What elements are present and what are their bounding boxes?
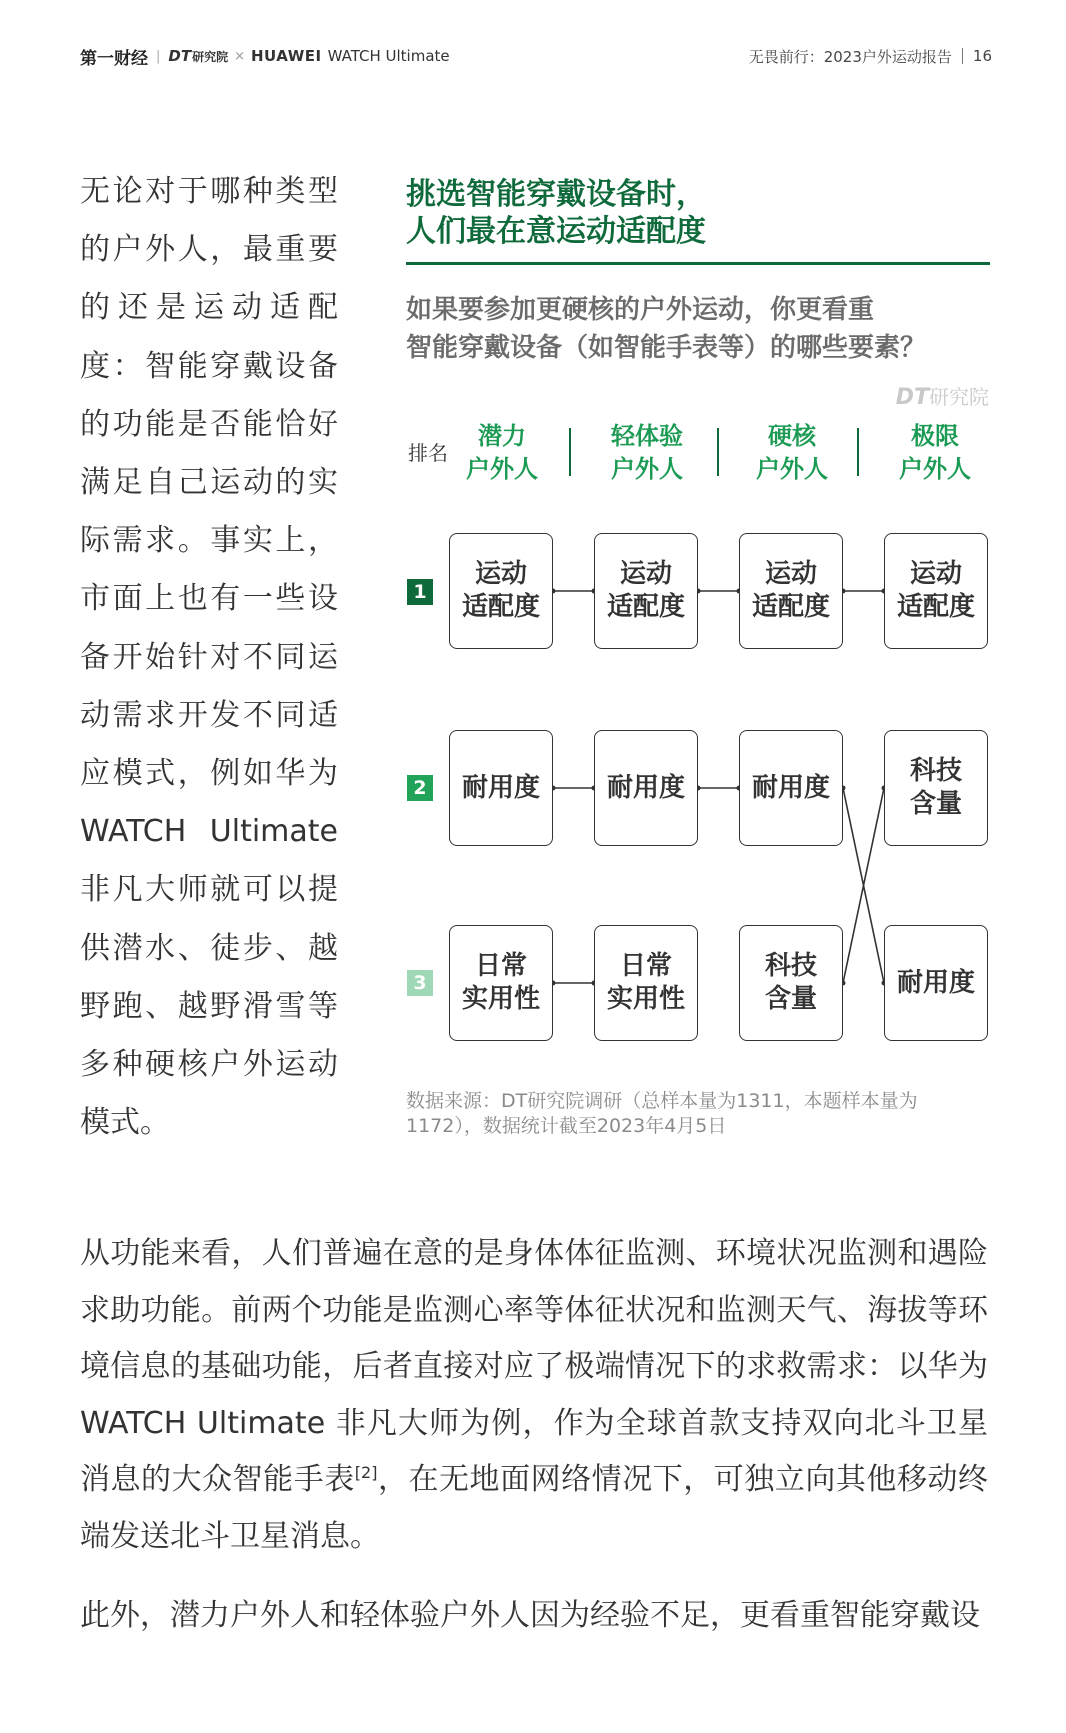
- figure-title-line1: 挑选智能穿戴设备时，: [406, 177, 706, 212]
- side-paragraph-main: 无论对于哪种类型的户外人，最重要的还是运动适配度：智能穿戴设备的功能是否能恰好满足自己运动的实际需求。事实上，市面上也有一些设备开始针对不同运动需求开发不同适应模式，例如华为WATCH Ultimate非凡大师就可以提供潜水、徒步、越野跑、越野滑雪等多种硬核户外运动: [80, 174, 338, 1083]
- body-paragraph-1-text-end: ，在无地面网络情况下，可独立向其他移动终端发送北斗卫星消息。: [80, 1462, 989, 1554]
- factor-line2: 适配度: [461, 592, 540, 622]
- collab-cross: ×: [234, 48, 245, 64]
- factor-line2: 适配度: [896, 592, 975, 622]
- report-title: 无畏前行：2023户外运动报告: [748, 47, 952, 66]
- factor-box: [594, 533, 698, 649]
- column-header-line1: 潜力: [478, 422, 526, 450]
- column-header-line1: 硬核: [768, 422, 816, 450]
- page-number: 16: [972, 47, 992, 65]
- factor-line1: 运动: [619, 559, 672, 589]
- factor-line2: 适配度: [751, 592, 830, 622]
- dt-logo-text: 研究院: [192, 50, 229, 64]
- column-header-line2: 户外人: [611, 455, 683, 483]
- rank-badge-2: 2: [407, 775, 433, 801]
- factor-line1: 日常: [619, 951, 672, 981]
- factor-line1: 耐用度: [461, 772, 540, 803]
- rank-badge-1: 1: [407, 579, 433, 605]
- dt-watermark-mark: DT: [895, 385, 929, 410]
- column-header-line2: 户外人: [756, 455, 828, 483]
- column-header-line2: 户外人: [899, 455, 971, 483]
- factor-box: [884, 533, 988, 649]
- factor-line1: 日常: [474, 951, 527, 981]
- figure-title-line2: 人们最在意运动适配度: [406, 214, 706, 249]
- factor-line1: 运动: [764, 559, 817, 589]
- figure-source: [406, 1089, 992, 1139]
- figure-source-line1: 数据来源：DT研究院调研（总样本量为1311，本题样本量为: [406, 1090, 918, 1112]
- column-header-line2: 户外人: [466, 455, 538, 483]
- side-paragraph-last-line: 模式。: [80, 1105, 170, 1141]
- factor-box: [739, 533, 843, 649]
- factor-line1: 耐用度: [751, 772, 830, 803]
- factor-line1: 运动: [474, 559, 527, 589]
- factor-line2: 含量: [764, 984, 817, 1014]
- factor-box: [449, 925, 553, 1041]
- dt-watermark-text: 研究院: [929, 385, 989, 409]
- factor-box: [594, 730, 698, 846]
- figure-source-line2: 1172），数据统计截至2023年4月5日: [406, 1115, 727, 1137]
- footnote-reference[interactable]: [2]: [354, 1463, 378, 1482]
- figure-question-line2: 智能穿戴设备（如智能手表等）的哪些要素？: [406, 333, 927, 363]
- factor-line1: 耐用度: [896, 967, 975, 998]
- factor-box: [449, 533, 553, 649]
- body-paragraph-1-text: 从功能来看，人们普遍在意的是身体体征监测、环境状况监测和遇险求助功能。前两个功能是监测心率等体征状况和监测天气、海拔等环境信息的基础功能，后者直接对应了极端情况下的求救需求：以华为WATCH Ultimate 非凡大师为例，作为全球首款支持双向北斗卫星消息的大众智能手表: [80, 1236, 988, 1497]
- figure-question-line1: 如果要参加更硬核的户外运动，你更看重: [406, 295, 875, 325]
- huawei-logo: HUAWEI: [251, 47, 322, 65]
- watch-model-name: WATCH Ultimate: [327, 47, 450, 65]
- factor-line1: 运动: [909, 559, 962, 589]
- dt-logo-mark: DT: [168, 47, 192, 65]
- factor-box: [594, 925, 698, 1041]
- rank-badge-3: 3: [407, 970, 433, 996]
- body-paragraph-2: 此外，潜力户外人和轻体验户外人因为经验不足，更看重智能穿戴设: [80, 1598, 980, 1633]
- factor-line2: 适配度: [606, 592, 685, 622]
- factor-line2: 含量: [909, 789, 962, 819]
- factor-line1: 科技: [764, 951, 817, 981]
- factor-line2: 实用性: [606, 984, 685, 1014]
- factor-box: [884, 925, 988, 1041]
- factor-box: [449, 730, 553, 846]
- factor-box: [739, 730, 843, 846]
- body-paragraph-1: [80, 1226, 988, 1565]
- yicai-logo: 第一财经: [80, 48, 148, 69]
- column-header-line1: 极限: [911, 422, 959, 450]
- factor-box: [739, 925, 843, 1041]
- logo-divider: |: [156, 48, 161, 64]
- factor-line1: 耐用度: [606, 772, 685, 803]
- factor-line1: 科技: [909, 756, 962, 786]
- column-header-line1: 轻体验: [611, 422, 683, 450]
- factor-line2: 实用性: [461, 984, 540, 1014]
- factor-box: [884, 730, 988, 846]
- rank-label: 排名: [408, 441, 448, 465]
